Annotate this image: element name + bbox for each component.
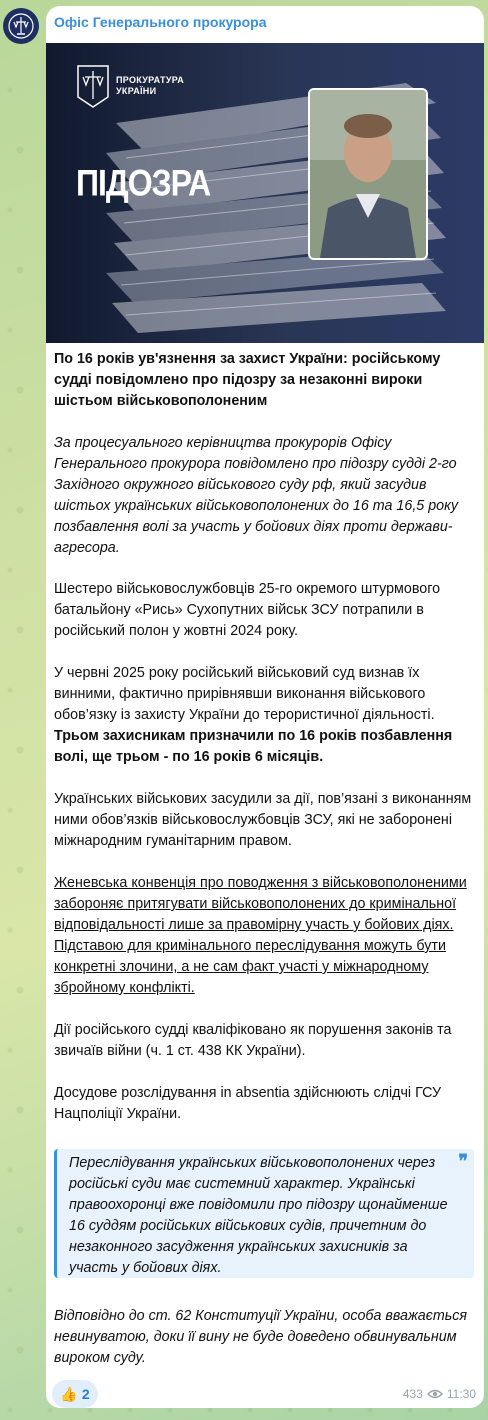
message-meta bbox=[403, 1387, 476, 1401]
paragraph-qualification: Дії російського судді кваліфіковано як порушення законів та звичаїв війни (ч. 1 ст. 438 КК України). bbox=[54, 1022, 452, 1059]
paragraph-captivity: Шестеро військовослужбовців 25-го окремого штурмового батальйону «Рись» Сухопутних військ ЗСУ потрапили в російський полон у жовтні 2024 року. bbox=[54, 581, 441, 639]
verdict-bold-text: Трьом захисникам призначили по 16 років позбавлення волі, ще трьом - по 16 років 6 місяців. bbox=[54, 728, 453, 765]
logo-line-1: ПРОКУРАТУРА bbox=[116, 75, 185, 85]
thumbs-up-reaction[interactable] bbox=[52, 1380, 98, 1408]
trident-scales-icon bbox=[76, 63, 110, 109]
footer-disclaimer: Відповідно до ст. 62 Конституції України, особа вважається невинуватою, доки її вину не буде доведено обвинувальним вироком суду. bbox=[54, 1308, 468, 1366]
sender-name[interactable]: Офіс Генерального прокурора bbox=[54, 14, 267, 30]
thumbs-up-icon: 👍 bbox=[60, 1385, 78, 1402]
blockquote bbox=[54, 1149, 474, 1278]
paragraph-investigation: Досудове розслідування in absentia здійснюють слідчі ГСУ Нацполіції України. bbox=[54, 1085, 442, 1122]
paragraph-geneva-convention[interactable]: Женевська конвенція про поводження з військовополоненими забороняє притягувати військовополонених до кримінальної відповідальності лише за правомірну участь у бойових діях. Підставою для кримінального переслідування можуть бути конкретні злочини, а не сам факт участі у міжнародному збройному конфлікті. bbox=[54, 875, 467, 996]
quote-text: Переслідування українських військовополонених через російські суди має системний характер. Українські правоохоронці вже повідомили про підозру щонайменше 16 суддям російських військових судів, причетним до незаконного засудження українських захисників за участь у бойових діях. bbox=[69, 1155, 448, 1276]
view-count: 433 bbox=[402, 1387, 423, 1401]
channel-avatar[interactable] bbox=[3, 8, 39, 44]
suspect-photo-blurred bbox=[308, 88, 428, 260]
message-bubble bbox=[46, 6, 484, 1408]
reaction-count: 2 bbox=[81, 1386, 90, 1402]
prosecutor-emblem-icon bbox=[8, 13, 34, 39]
logo-line-2: УКРАЇНИ bbox=[116, 86, 157, 96]
banner-headline: ПІДОЗРА bbox=[76, 162, 211, 204]
blurred-person-icon bbox=[310, 90, 426, 258]
paragraph-procedural: За процесуального керівництва прокурорів Офісу Генерального прокурора повідомлено про підозру судді 2-го Західного окружного військового суду рф, який засудив шістьох українських військовополонених до 16 та 16,5 року позбавлення волі за участь у бойових діях проти держави-агресора. bbox=[54, 435, 459, 556]
prosecutor-logo bbox=[76, 63, 184, 109]
paragraph-verdict bbox=[54, 663, 474, 768]
verdict-text: У червні 2025 року російський військовий суд визнав їх винними, фактично прирівнявши виконання військового обов’язку із захисту України до терористичної діяльності. bbox=[54, 665, 435, 723]
message-time: 11:30 bbox=[446, 1387, 476, 1401]
message-title: По 16 років ув'язнення за захист України: російському судді повідомлено про підозру за незаконні вироки шістьом військовополоненим bbox=[54, 351, 441, 409]
suspicion-banner-image[interactable] bbox=[46, 43, 484, 343]
quote-mark-icon: ❞ bbox=[458, 1151, 468, 1171]
eye-icon bbox=[427, 1388, 443, 1400]
paragraph-charges: Українських військових засудили за дії, пов’язані з виконанням ними обов’язків військовослужбовців ЗСУ, які не заборонені міжнародним гуманітарним правом. bbox=[54, 791, 472, 849]
